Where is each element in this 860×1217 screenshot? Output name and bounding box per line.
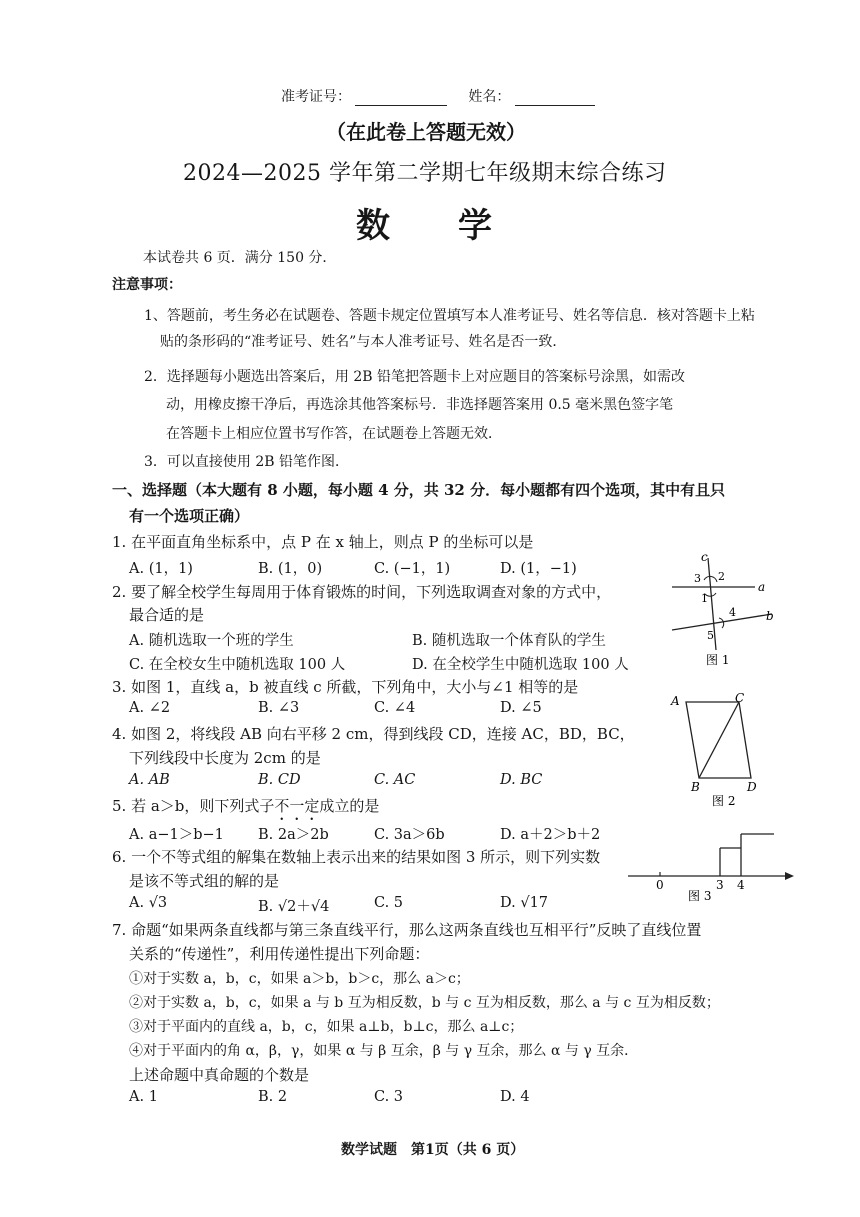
q6-option-d: D. √17 <box>500 895 549 911</box>
fig1-angle-5: 5 <box>707 629 714 642</box>
notice-item-3: 3．可以直接使用 2B 铅笔作图． <box>144 454 350 470</box>
exam-no-field <box>281 86 595 106</box>
q7-proposition-3: ③对于平面内的直线 a，b，c，如果 a⊥b，b⊥c，那么 a⊥c； <box>129 1019 524 1035</box>
notice-item-2b: 动，用橡皮擦干净后，再选涂其他答案标号．非选择题答案用 0.5 毫米黑色签字笔 <box>166 397 674 413</box>
q4-stem-2: 下列线段中长度为 2cm 的是 <box>129 749 321 767</box>
name-label: 姓名： <box>468 89 511 105</box>
figure-3 <box>624 826 799 904</box>
notice-item-1a: 1、答题前，考生务必在试题卷、答题卡规定位置填写本人准考证号、姓名等信息．核对答题卡上粘 <box>144 308 755 324</box>
fig2-label-d: D <box>747 780 757 794</box>
fig1-label-c: c <box>701 550 708 564</box>
exam-no-blank <box>355 91 447 106</box>
figure-1 <box>660 546 780 671</box>
q5-stem-emphasis: 不一定 <box>274 797 320 815</box>
figure-2 <box>665 690 775 810</box>
q5-option-c: C. 3a＞6b <box>374 827 445 843</box>
fig2-segment-bc <box>699 702 739 778</box>
q1-stem: 1. 在平面直角坐标系中，点 P 在 x 轴上，则点 P 的坐标可以是 <box>112 533 534 551</box>
section-1-heading-cont: 有一个选项正确） <box>129 507 250 525</box>
q7-stem-3: 上述命题中真命题的个数是 <box>129 1066 310 1084</box>
fig1-angle-3: 3 <box>694 572 701 585</box>
fig3-tick-label-3: 3 <box>716 878 724 892</box>
page-footer: 数学试题 第1页（共 6 页） <box>341 1142 525 1158</box>
fig1-label-a: a <box>758 580 766 594</box>
notice-item-2a: 2．选择题每小题选出答案后，用 2B 铅笔把答题卡上对应题目的答案标号涂黑，如需改 <box>144 369 686 385</box>
intro-text: 本试卷共 6 页．满分 150 分． <box>143 250 337 266</box>
q3-option-a: A. ∠2 <box>129 700 171 716</box>
fig2-label-a: A <box>671 694 680 708</box>
q7-proposition-4: ④对于平面内的角 α，β，γ，如果 α 与 β 互余，β 与 γ 互余，那么 α 与 γ 互余． <box>129 1043 639 1059</box>
q3-option-b: B. ∠3 <box>258 700 300 716</box>
q7-option-c: C. 3 <box>374 1089 404 1105</box>
q4-option-a: A. AB <box>129 772 170 788</box>
notice-item-2c: 在答题卡上相应位置书写作答，在试题卷上答题无效． <box>166 426 502 442</box>
q2-option-b: B. 随机选取一个体育队的学生 <box>412 633 606 649</box>
notice-item-1b: 贴的条形码的“准考证号、姓名”与本人准考证号、姓名是否一致． <box>160 334 567 350</box>
exam-no-label: 准考证号： <box>281 89 351 105</box>
fig1-caption: 图 1 <box>706 653 730 667</box>
q6-option-c: C. 5 <box>374 895 404 911</box>
q7-stem-2: 关系的“传递性”，利用传递性提出下列命题： <box>129 945 430 963</box>
q1-option-d: D. (1，−1) <box>500 561 577 577</box>
q5-stem-post: 成立的是 <box>319 797 380 815</box>
fig2-label-c: C <box>735 691 745 705</box>
q7-option-a: A. 1 <box>129 1089 158 1105</box>
q7-option-d: D. 4 <box>500 1089 530 1105</box>
q6-option-b: B. √2＋√4 <box>258 899 330 915</box>
page-title: 2024—2025 学年第二学期七年级期末综合练习 <box>183 161 667 186</box>
fig3-tick-label-0: 0 <box>656 878 664 892</box>
q2-stem-2: 最合适的是 <box>129 606 205 624</box>
q5-stem-pre: 5. 若 a＞b，则下列式子 <box>112 797 275 815</box>
q7-option-b: B. 2 <box>258 1089 288 1105</box>
q3-option-c: C. ∠4 <box>374 700 416 716</box>
q5-option-d: D. a＋2＞b＋2 <box>500 827 601 843</box>
q5-stem <box>112 795 379 824</box>
fig2-caption: 图 2 <box>712 794 736 808</box>
fig3-caption: 图 3 <box>688 889 712 903</box>
q1-option-c: C. (−1，1) <box>374 561 451 577</box>
fig1-angle-4: 4 <box>729 606 736 619</box>
q2-stem-1: 2. 要了解全校学生每周用于体育锻炼的时间，下列选取调查对象的方式中， <box>112 583 612 601</box>
q3-stem: 3. 如图 1，直线 a，b 被直线 c 所截，下列角中，大小与∠1 相等的是 <box>112 678 579 696</box>
fig2-label-b: B <box>691 780 700 794</box>
q7-stem-1: 7. 命题“如果两条直线都与第三条直线平行，那么这两条直线也互相平行”反映了直线位置 <box>112 921 702 939</box>
q4-option-b: B. CD <box>258 772 301 788</box>
fig3-arrow <box>785 872 794 880</box>
q6-stem-2: 是该不等式组的解的是 <box>129 872 280 890</box>
q4-stem-1: 4. 如图 2，将线段 AB 向右平移 2 cm，得到线段 CD，连接 AC，BD，BC， <box>112 725 635 743</box>
q6-stem-1: 6. 一个不等式组的解集在数轴上表示出来的结果如图 3 所示，则下列实数 <box>112 848 601 866</box>
fig1-label-b: b <box>766 609 774 623</box>
q7-proposition-1: ①对于实数 a，b，c，如果 a＞b，b＞c，那么 a＞c； <box>129 971 470 987</box>
q2-option-c: C. 在全校女生中随机选取 100 人 <box>129 657 346 673</box>
q2-option-a: A. 随机选取一个班的学生 <box>129 633 294 649</box>
fig3-tick-label-4: 4 <box>737 878 745 892</box>
q3-option-d: D. ∠5 <box>500 700 542 716</box>
q1-option-b: B. (1，0) <box>258 561 323 577</box>
fig1-angle-2: 2 <box>718 570 725 583</box>
q5-option-b: B. 2a＞2b <box>258 827 329 843</box>
invalid-note: （在此卷上答题无效） <box>326 120 526 144</box>
q5-option-a: A. a−1＞b−1 <box>129 827 224 843</box>
subject-title: 数 学 <box>356 206 492 246</box>
section-1-heading: 一、选择题（本大题有 8 小题，每小题 4 分，共 32 分．每小题都有四个选项，其中有且只 <box>112 481 726 499</box>
q1-option-a: A. (1，1) <box>129 561 193 577</box>
fig1-angle-1: 1 <box>701 592 708 605</box>
q2-option-d: D. 在全校学生中随机选取 100 人 <box>412 657 629 673</box>
q4-option-d: D. BC <box>500 772 543 788</box>
notice-title: 注意事项： <box>112 277 182 293</box>
q7-proposition-2: ②对于实数 a，b，c，如果 a 与 b 互为相反数，b 与 c 互为相反数，那么 a 与 c 互为相反数； <box>129 995 720 1011</box>
name-blank <box>515 91 595 106</box>
q4-option-c: C. AC <box>374 772 416 788</box>
q6-option-a: A. √3 <box>129 895 168 911</box>
